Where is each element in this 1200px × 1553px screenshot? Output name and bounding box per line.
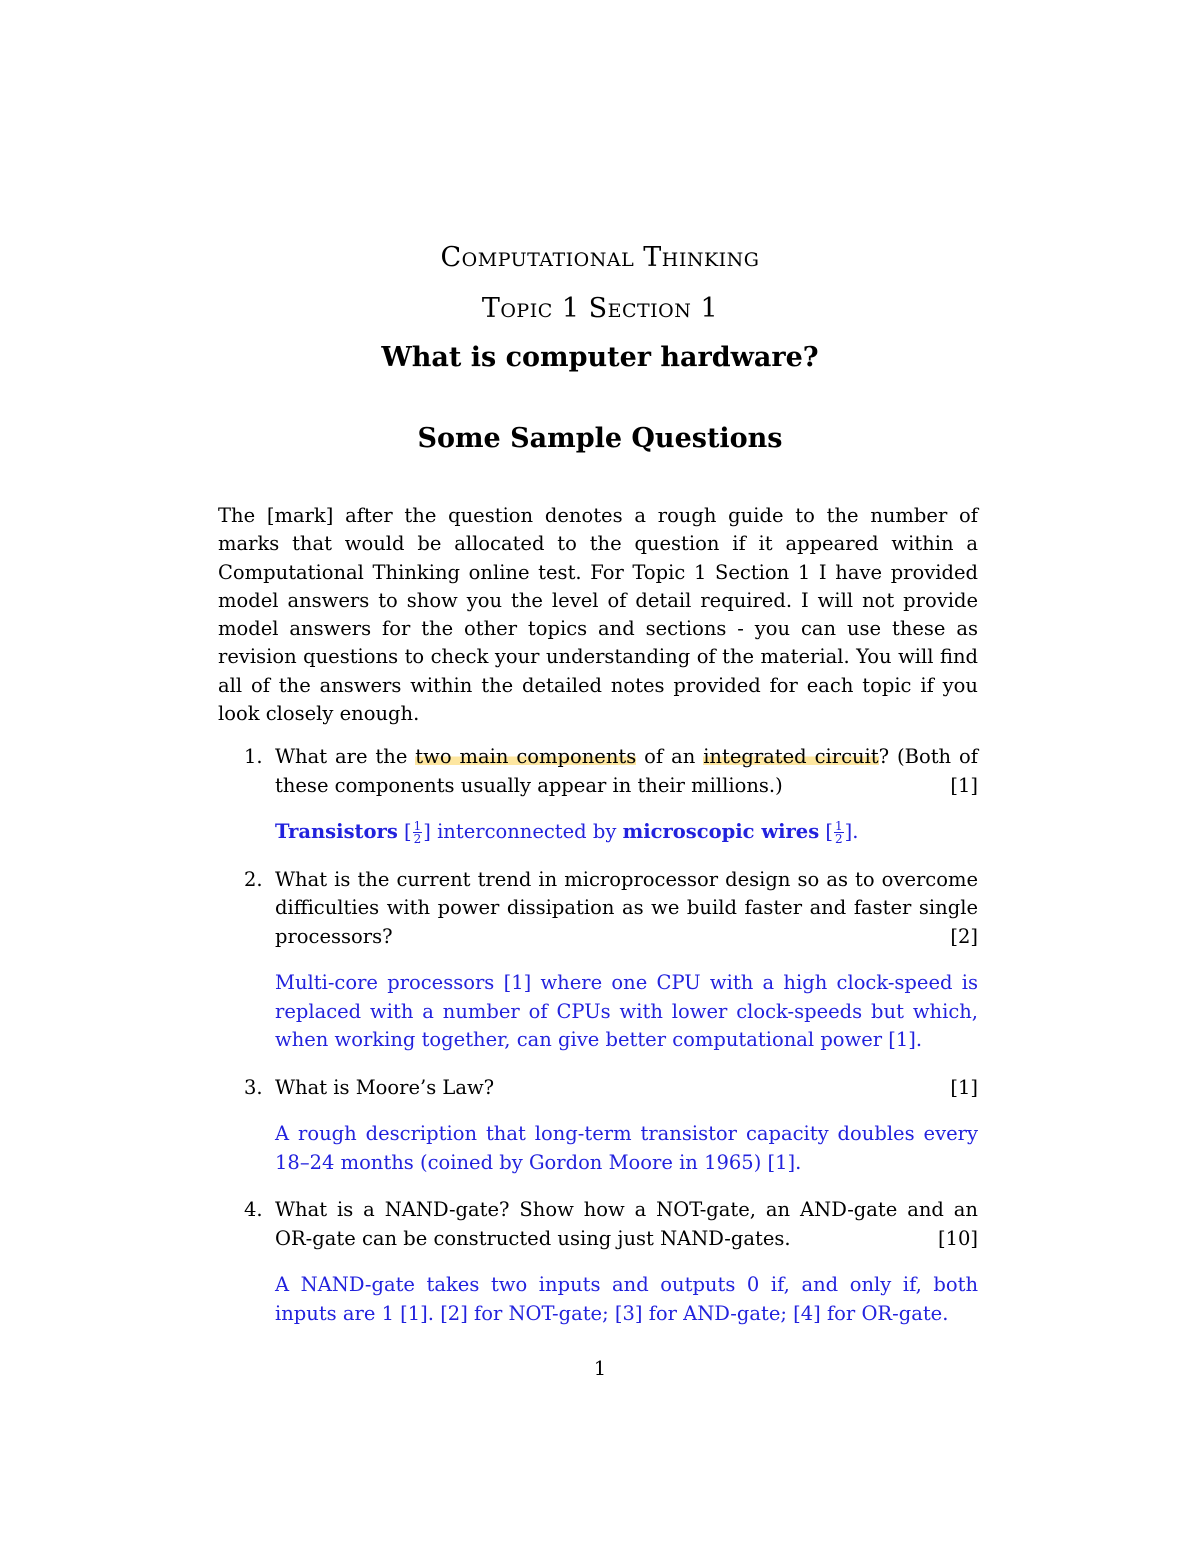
question-text [275, 1074, 978, 1103]
answer-text-part: ] interconnected by [423, 820, 623, 843]
answer-text-part: [ [397, 820, 412, 843]
fraction-denominator: 2 [413, 832, 422, 846]
fraction-numerator: 1 [834, 819, 843, 833]
model-answer: A NAND-gate takes two inputs and outputs 0 if, and only if, both inputs are 1 [1]. [2] for NOT-gate; [3] for AND-gate; [4] for OR-gate. [275, 1273, 978, 1325]
course-title: Computational Thinking [440, 242, 760, 273]
question-3 [218, 1074, 978, 1178]
model-answer [275, 818, 978, 847]
question-4 [218, 1196, 978, 1328]
question-mark: [1] [950, 1075, 978, 1099]
answer-text-part: [ [819, 820, 833, 843]
question-text [275, 866, 978, 952]
model-answer: Multi-core processors [1] where one CPU with a high clock-speed is replaced with a number of CPUs with lower clock-speeds but which, when working together, can give better computational power [1]. [275, 971, 978, 1051]
half-mark-fraction [413, 820, 423, 845]
question-2 [218, 866, 978, 1055]
question-1 [218, 743, 978, 847]
answer-text-part: ]. [844, 820, 859, 843]
question-text-part: What is Moore’s Law? [275, 1075, 495, 1099]
model-answer: A rough description that long-term transistor capacity doubles every 18–24 months (coined by Gordon Moore in 1965) [1]. [275, 1122, 978, 1174]
question-text-part: What is a NAND-gate? Show how a NOT-gate, an AND-gate and an OR-gate can be constructed using just NAND-gates. [275, 1198, 978, 1250]
question-text-part: of an [636, 745, 704, 768]
question-number: 4. [244, 1198, 263, 1221]
answer-term: Transistors [275, 820, 398, 843]
question-text-part: ? (Both of these components usually appear in their millions.) [275, 745, 978, 797]
question-list [218, 743, 978, 1328]
fraction-numerator: 1 [413, 819, 422, 833]
section-heading: Some Sample Questions [417, 423, 783, 454]
fraction-denominator: 2 [834, 832, 843, 846]
topic-title: Topic 1 Section 1 [481, 293, 719, 324]
question-number: 2. [244, 867, 263, 891]
question-mark: [2] [950, 924, 978, 948]
page-subtitle: What is computer hardware? [381, 342, 819, 373]
question-text [275, 743, 978, 800]
half-mark-fraction [834, 820, 844, 845]
highlighted-text: integrated circuit [703, 745, 879, 768]
question-text-part: What are the [275, 745, 416, 768]
question-mark: [1] [950, 773, 978, 797]
question-number: 3. [244, 1075, 263, 1099]
page-number: 1 [593, 1357, 607, 1380]
question-text-part: What is the current trend in microprocessor design so as to overcome difficulties with power dissipation as we build faster and faster single processors? [275, 867, 978, 948]
intro-paragraph: The [mark] after the question denotes a rough guide to the number of marks that would be allocated to the question if it appeared within a Computational Thinking online test. For Topic 1 Section 1 I have provided model answers to show you the level of detail required. I will not provide model answers for the other topics and sections - you can use these as revision questions to check your understanding of the material. You will find all of the answers within the detailed notes provided for each topic if you look closely enough. [218, 504, 978, 726]
highlighted-text: two main components [415, 745, 637, 768]
answer-term: microscopic wires [622, 820, 820, 843]
question-mark: [10] [937, 1226, 978, 1250]
question-number: 1. [244, 745, 263, 768]
question-text [275, 1196, 978, 1253]
